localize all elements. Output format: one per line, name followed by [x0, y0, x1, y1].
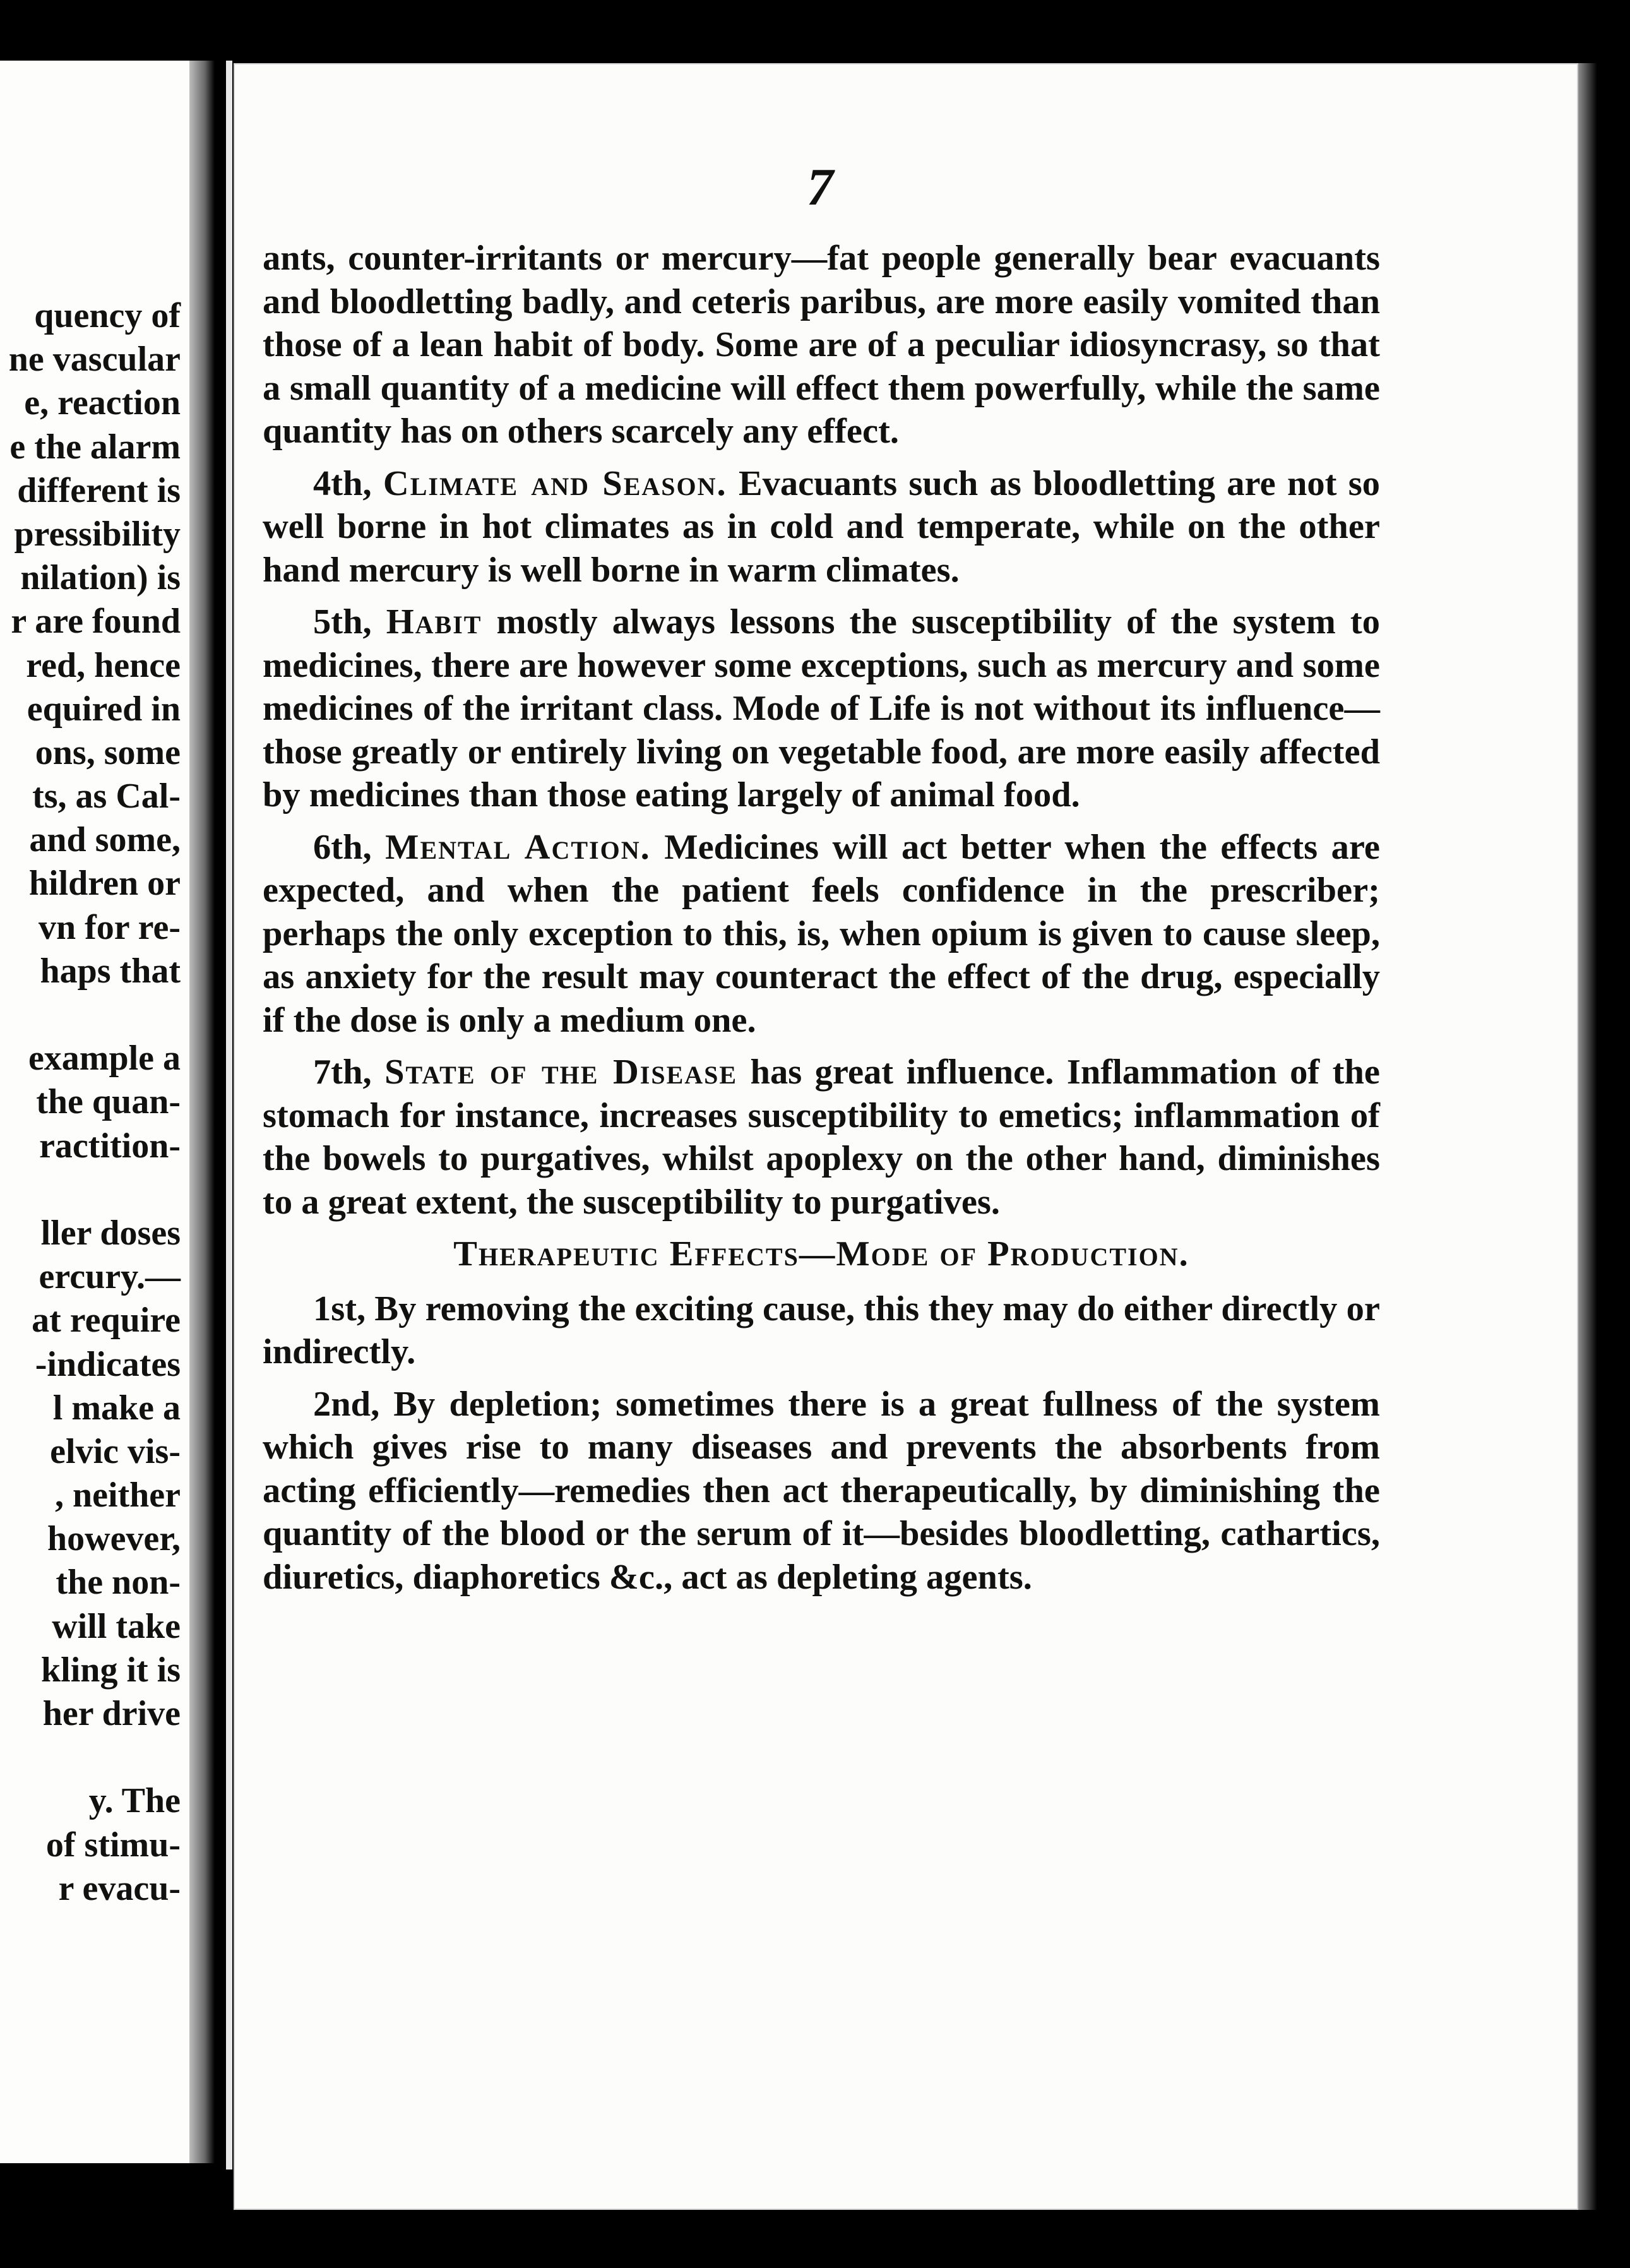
facing-page-fragment [0, 61, 189, 2163]
facing-page-line: , neither [54, 1476, 181, 1515]
paragraph-text: has great influence. Inflammation of the stomach for instance, increases susceptibility to emetics; inflammation of the bowels to purgatives, whilst apoplexy on the other hand, diminishes to a great extent, the susceptibility to purgatives. [263, 1053, 1380, 1222]
page-edge-shadow [1578, 63, 1597, 2210]
facing-page-line: l make a [52, 1388, 181, 1428]
facing-page-line: ts, as Cal- [32, 777, 181, 816]
facing-page-line: hildren or [28, 864, 181, 904]
facing-page-line: the quan- [36, 1082, 181, 1122]
facing-page-line: of stimu- [45, 1825, 181, 1865]
page-body [263, 237, 1380, 1608]
paragraph-text: mostly always lessons the susceptibility of the system to medicines, there are however some exceptions, such as mercury and some medicines of the irritant class. Mode of Life is not without its influence—those greatly or entirely living on vegetable food, are more easily affected by medicines than those eating largely of animal food. [263, 602, 1380, 815]
facing-page-line: red, hence [26, 645, 181, 685]
facing-page-line: ercury.— [39, 1257, 181, 1297]
facing-page-line: r are found [11, 602, 181, 642]
facing-page-line: equired in [27, 689, 181, 729]
facing-page-line: different is [17, 470, 181, 510]
paragraph-habit [263, 600, 1380, 817]
facing-page-line: example a [28, 1039, 181, 1078]
facing-page-line: haps that [40, 951, 181, 991]
paragraph-text: 2nd, By depletion; sometimes there is a great fullness of the system which gives rise to many diseases and prevents the absorbents from acting efficiently—remedies then act therapeutically, by diminishing the quantity of the blood or the serum of it—besides bloodletting, cathartics, diuretics, diaphoretics &c., act as depleting agents. [263, 1384, 1380, 1597]
facing-page-line: kling it is [41, 1650, 181, 1690]
facing-page-line: her drive [42, 1694, 181, 1733]
paragraph-heading: Climate and Season. [383, 463, 727, 503]
paragraph-text: Medicines will act better when the effects are expected, and when the patient feels confidence in the prescriber; perhaps the only exception to this, is, when opium is given to cause sleep, as anxiety for the result may counteract the effect of the drug, especially if the dose is only a medium one. [263, 827, 1380, 1040]
paragraph-mental-action [263, 826, 1380, 1042]
facing-page-line [0, 1736, 181, 1779]
paragraph-text: Evacuants such as bloodletting are not so well borne in hot climates as in cold and temperate, while on the other hand mercury is well borne in warm climates. [263, 463, 1380, 590]
paragraph-text: ants, counter-irritants or mercury—fat people generally bear evacuants and bloodletting badly, and ceteris paribus, are more easily vomited than those of a lean habit of body. Some are of a peculiar idiosyncrasy, so that a small quantity of a medicine will effect them powerfully, while the same quantity has on others scarcely any effect. [263, 239, 1380, 451]
facing-page-line: ractition- [39, 1126, 181, 1166]
facing-page-line: will take [52, 1606, 181, 1646]
facing-page-line: however, [47, 1519, 181, 1559]
paragraph-lead: 7th, [313, 1053, 385, 1092]
facing-page-line: quency of [34, 296, 181, 335]
facing-page-line: e the alarm [9, 427, 181, 467]
paragraph-text: 1st, By removing the exciting cause, this they may do either directly or indirectly. [263, 1289, 1380, 1371]
facing-page-line: ons, some [35, 732, 181, 772]
facing-page-line: at require [32, 1301, 181, 1340]
paragraph-heading: Mental Action. [385, 827, 651, 867]
paragraph-removing-cause [263, 1287, 1380, 1374]
paragraph-lead: 6th, [313, 827, 386, 867]
facing-page-line: e, reaction [24, 383, 181, 423]
facing-page-line: pressibility [14, 514, 181, 554]
facing-page-line: ller doses [40, 1213, 181, 1253]
facing-page-line: the non- [56, 1563, 181, 1603]
facing-page-line: elvic vis- [50, 1431, 181, 1471]
gutter [226, 61, 232, 2170]
facing-page-text [0, 294, 181, 1911]
paragraph-lead: 5th, [313, 602, 386, 642]
facing-page-line: and some, [29, 820, 181, 860]
facing-page-line: y. The [88, 1781, 181, 1821]
facing-page-line: -indicates [35, 1344, 181, 1384]
paragraph-state-of-disease [263, 1051, 1380, 1224]
paragraph-heading: State of the Disease [384, 1053, 738, 1092]
facing-page-line [0, 993, 181, 1037]
page-number: 7 [807, 158, 833, 217]
facing-page-line: nilation) is [20, 558, 181, 598]
paragraph-continuation [263, 237, 1380, 453]
section-heading: Therapeutic Effects—Mode of Production. [453, 1234, 1189, 1274]
facing-page-line: ne vascular [8, 340, 181, 379]
paragraph-heading: Habit [386, 602, 482, 642]
facing-page-line: r evacu- [58, 1868, 181, 1908]
facing-page-line [0, 1168, 181, 1212]
paragraph-lead: 4th, [313, 463, 383, 503]
binding-shadow [189, 61, 215, 2163]
facing-page-line: vn for re- [39, 907, 181, 947]
paragraph-climate-and-season [263, 462, 1380, 592]
paragraph-depletion [263, 1383, 1380, 1599]
